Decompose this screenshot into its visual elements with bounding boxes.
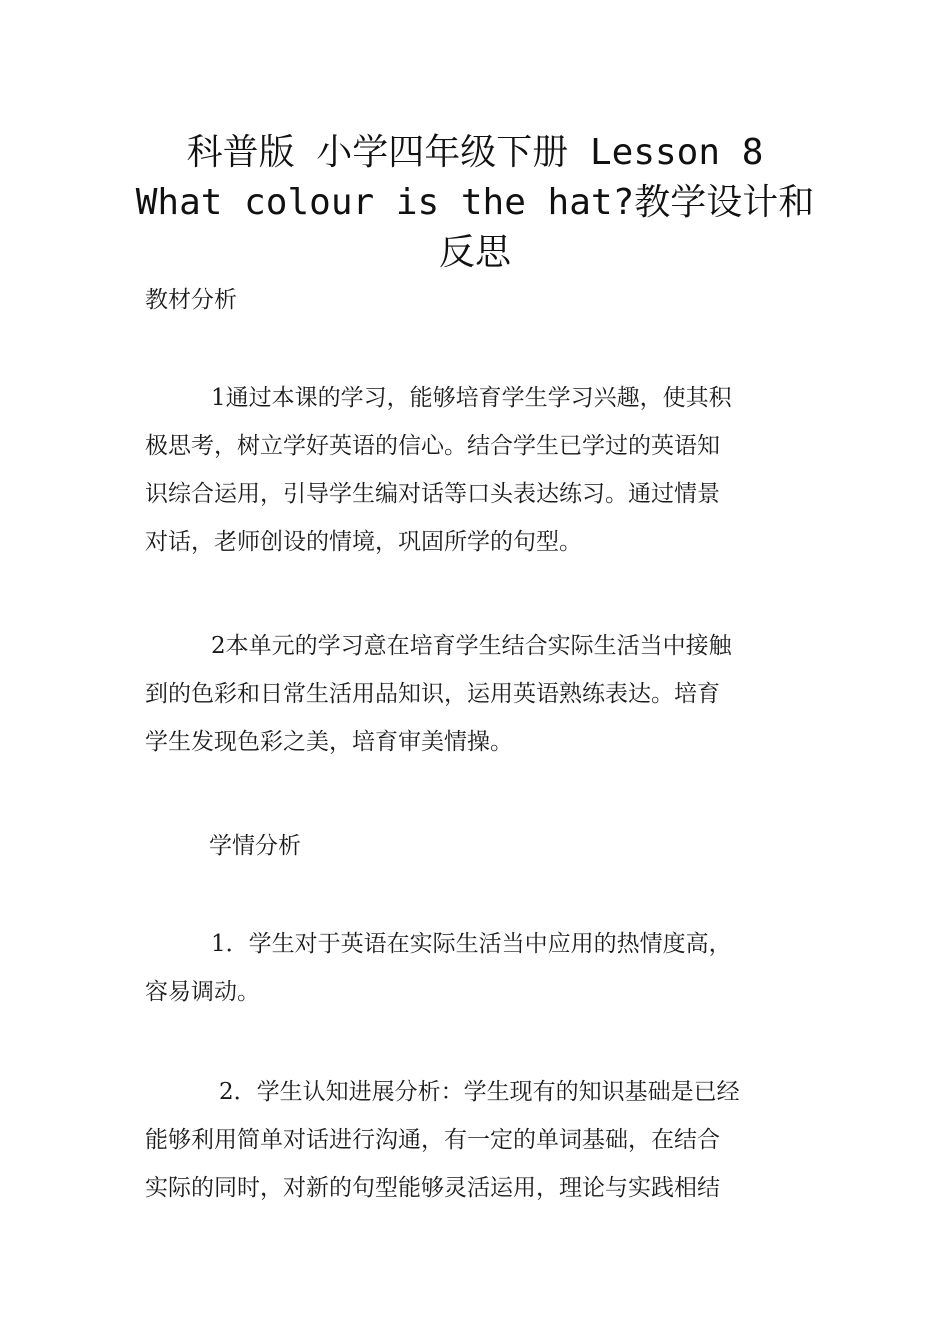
paragraph-3 [145, 920, 807, 1016]
paragraph-line: 能够利用简单对话进行沟通，有一定的单词基础，在结合 [145, 1127, 720, 1153]
heading-text: 学情分析 [209, 833, 301, 859]
paragraph-line: 学生发现色彩之美，培育审美情操。 [145, 729, 513, 755]
title-line: What colour is the hat?教学设计和 [135, 182, 815, 223]
paragraph-1 [145, 374, 807, 566]
paragraph-line: 对话，老师创设的情境，巩固所学的句型。 [145, 529, 582, 555]
title-line: 科普版 小学四年级下册 Lesson 8 [186, 132, 764, 173]
paragraph-4 [145, 1068, 807, 1212]
section-heading-textbook-analysis [145, 276, 807, 324]
paragraph-line: 2．学生认知进展分析：学生现有的知识基础是已经 [219, 1079, 740, 1105]
paragraph-line: 容易调动。 [145, 979, 260, 1005]
paragraph-line: 1．学生对于英语在实际生活当中应用的热情度高， [211, 931, 732, 957]
title-line: 反思 [438, 232, 511, 273]
paragraph-line: 1通过本课的学习，能够培育学生学习兴趣，使其积 [211, 385, 732, 411]
document-title [120, 128, 830, 278]
paragraph-line: 识综合运用，引导学生编对话等口头表达练习。通过情景 [145, 481, 720, 507]
section-heading-student-analysis [145, 822, 807, 870]
paragraph-line: 到的色彩和日常生活用品知识，运用英语熟练表达。培育 [145, 681, 720, 707]
paragraph-line: 极思考，树立学好英语的信心。结合学生已学过的英语知 [145, 433, 720, 459]
paragraph-line: 实际的同时，对新的句型能够灵活运用，理论与实践相结 [145, 1175, 720, 1201]
paragraph-line: 2本单元的学习意在培育学生结合实际生活当中接触 [211, 633, 732, 659]
heading-text: 教材分析 [145, 287, 237, 313]
paragraph-2 [145, 622, 807, 766]
